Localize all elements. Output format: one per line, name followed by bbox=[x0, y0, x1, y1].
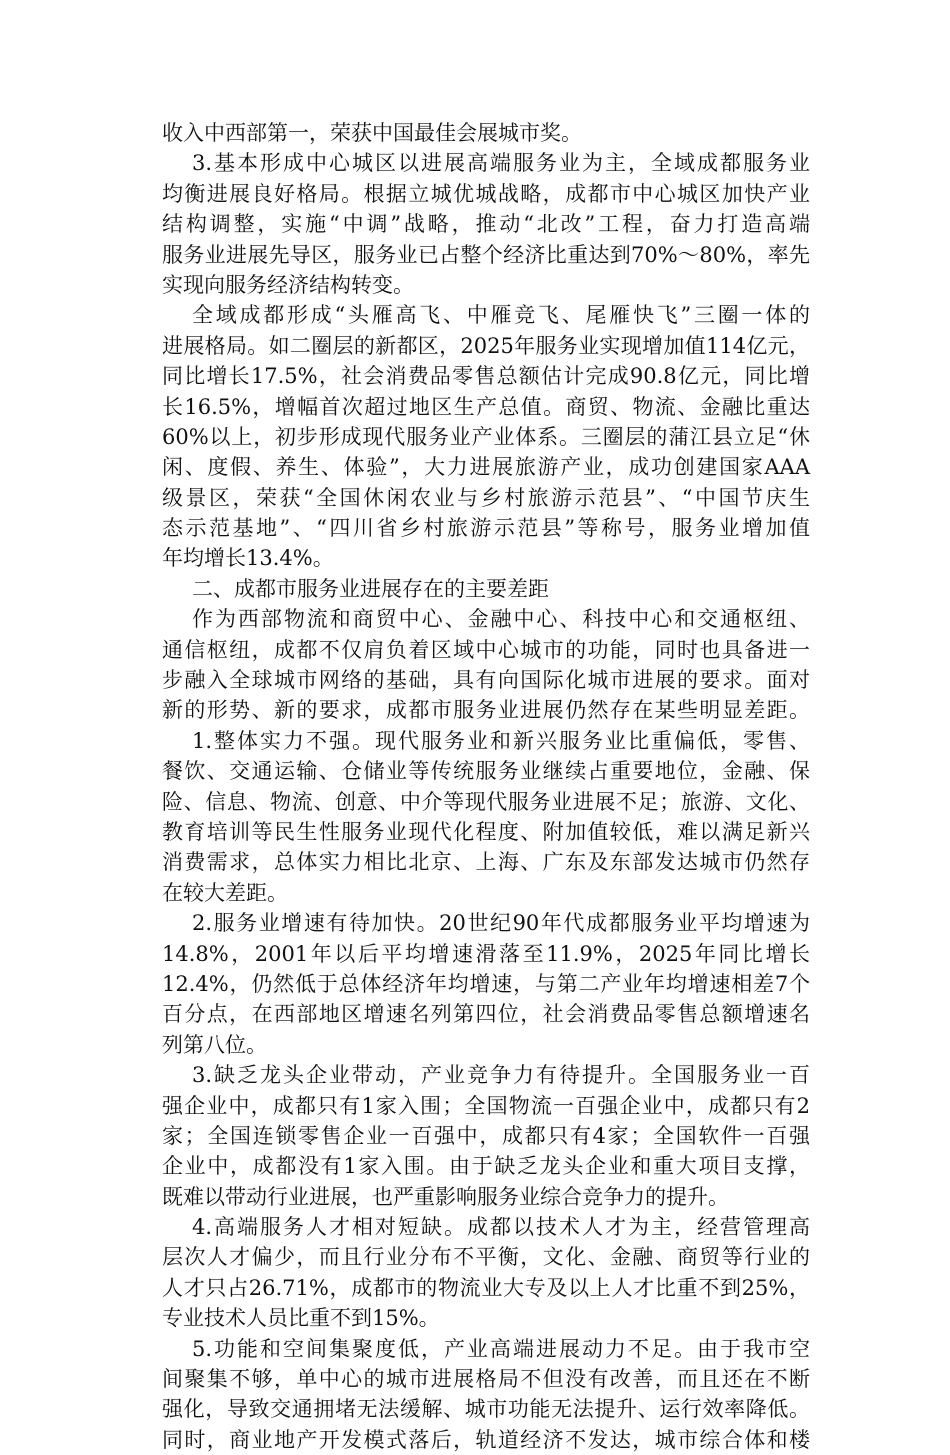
text-line: 作为西部物流和商贸中心、金融中心、科技中心和交通枢纽、 bbox=[192, 607, 810, 632]
text-line: 既难以带动行业进展，也严重影响服务业综合竞争力的提升。 bbox=[162, 1184, 729, 1209]
text-line: 同比增长17.5%，社会消费品零售总额估计完成90.8亿元，同比增 bbox=[162, 364, 810, 389]
text-line: 步融入全球城市网络的基础，具有向国际化城市进展的要求。面对 bbox=[162, 668, 810, 693]
text-line: 险、信息、物流、创意、中介等现代服务业进展不足；旅游、文化、 bbox=[162, 789, 810, 814]
text-line: 教育培训等民生性服务业现代化程度、附加值较低，难以满足新兴 bbox=[162, 819, 810, 844]
text-line: 均衡进展良好格局。根据立城优城战略，成都市中心城区加快产业 bbox=[162, 181, 810, 206]
text-line: 家；全国连锁零售企业一百强中，成都只有4家；全国软件一百强 bbox=[162, 1123, 810, 1148]
text-line: 间聚集不够，单中心的城市进展格局不但没有改善，而且还在不断 bbox=[162, 1367, 810, 1392]
text-line: 4.高端服务人才相对短缺。成都以技术人才为主，经营管理高 bbox=[192, 1215, 810, 1240]
text-line: 列第八位。 bbox=[162, 1032, 267, 1057]
text-line: 5.功能和空间集聚度低，产业高端进展动力不足。由于我市空 bbox=[192, 1336, 810, 1361]
text-line: 实现向服务经济结构转变。 bbox=[162, 272, 414, 297]
text-line: 全域成都形成“头雁高飞、中雁竞飞、尾雁快飞”三圈一体的 bbox=[192, 303, 810, 328]
text-line: 同时，商业地产开发模式落后，轨道经济不发达，城市综合体和楼 bbox=[162, 1427, 810, 1452]
text-line: 长16.5%，增幅首次超过地区生产总值。商贸、物流、金融比重达 bbox=[162, 394, 810, 419]
text-line: 2.服务业增速有待加快。20世纪90年代成都服务业平均增速为 bbox=[192, 911, 810, 936]
text-line: 新的形势、新的要求，成都市服务业进展仍然存在某些明显差距。 bbox=[162, 698, 810, 723]
text-line: 二、成都市服务业进展存在的主要差距 bbox=[192, 576, 549, 601]
text-line: 结构调整，实施“中调”战略，推动“北改”工程，奋力打造高端 bbox=[162, 212, 810, 237]
text-line: 餐饮、交通运输、仓储业等传统服务业继续占重要地位，金融、保 bbox=[162, 759, 810, 784]
text-line: 专业技术人员比重不到15%。 bbox=[162, 1306, 440, 1331]
text-line: 14.8%，2001年以后平均增速滑落至11.9%，2025年同比增长 bbox=[162, 941, 810, 966]
document-body bbox=[162, 118, 810, 1455]
text-line: 层次人才偏少，而且行业分布不平衡，文化、金融、商贸等行业的 bbox=[162, 1245, 810, 1270]
text-line: 百分点，在西部地区增速名列第四位，社会消费品零售总额增速名 bbox=[162, 1002, 810, 1027]
text-line: 消费需求，总体实力相比北京、上海、广东及东部发达城市仍然存 bbox=[162, 850, 810, 875]
text-line: 1.整体实力不强。现代服务业和新兴服务业比重偏低，零售、 bbox=[192, 728, 810, 753]
text-line: 在较大差距。 bbox=[162, 880, 288, 905]
text-line: 态示范基地”、“四川省乡村旅游示范县”等称号，服务业增加值 bbox=[162, 516, 810, 541]
text-line: 服务业进展先导区，服务业已占整个经济比重达到70%～80%，率先 bbox=[162, 242, 810, 267]
text-line: 企业中，成都没有1家入围。由于缺乏龙头企业和重大项目支撑， bbox=[162, 1154, 810, 1179]
text-line: 级景区，荣获“全国休闲农业与乡村旅游示范县”、“中国节庆生 bbox=[162, 485, 810, 510]
text-line: 强企业中，成都只有1家入围；全国物流一百强企业中，成都只有2 bbox=[162, 1093, 810, 1118]
text-line: 年均增长13.4%。 bbox=[162, 546, 334, 571]
text-line: 收入中西部第一，荣获中国最佳会展城市奖。 bbox=[162, 121, 582, 145]
text-line: 3.基本形成中心城区以进展高端服务业为主，全域成都服务业 bbox=[192, 151, 810, 176]
text-line: 通信枢纽，成都不仅肩负着区域中心城市的功能，同时也具备进一 bbox=[162, 637, 810, 662]
text-line: 12.4%，仍然低于总体经济年均增速，与第二产业年均增速相差7个 bbox=[162, 971, 810, 996]
text-line: 3.缺乏龙头企业带动，产业竞争力有待提升。全国服务业一百 bbox=[192, 1063, 810, 1088]
text-line: 人才只占26.71%，成都市的物流业大专及以上人才比重不到25%， bbox=[162, 1275, 810, 1300]
text-line: 60%以上，初步形成现代服务业产业体系。三圈层的蒲江县立足“休 bbox=[162, 424, 810, 449]
text-line: 闲、度假、养生、体验”，大力进展旅游产业，成功创建国家AAA bbox=[162, 455, 810, 480]
text-line: 进展格局。如二圈层的新都区，2025年服务业实现增加值114亿元， bbox=[162, 333, 810, 358]
text-line: 强化，导致交通拥堵无法缓解、城市功能无法提升、运行效率降低。 bbox=[162, 1397, 810, 1422]
